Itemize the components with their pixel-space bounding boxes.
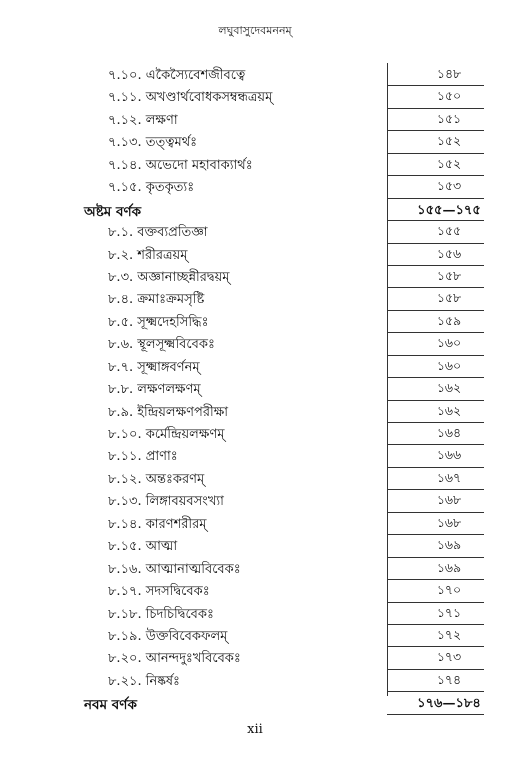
toc-entry bbox=[84, 176, 484, 198]
row-underline bbox=[387, 714, 484, 715]
toc-entry bbox=[84, 244, 484, 266]
entry-page-number: ১৬০ bbox=[436, 335, 462, 351]
entry-page-number: ১৫৬ bbox=[436, 245, 462, 261]
entry-title: ৭.১২. লক্ষণা bbox=[108, 112, 178, 128]
toc-entry bbox=[84, 109, 484, 131]
entry-title: ৮.১৮. চিদচিদ্বিবেকঃ bbox=[108, 606, 214, 622]
entry-title: ৭.১১. অখণ্ডার্থবোধকসম্বন্ধত্রয়ম্ bbox=[108, 90, 273, 106]
entry-title: ৮.১৪. কারণশরীরম্ bbox=[108, 516, 207, 532]
entry-page-number: ১৬২ bbox=[436, 402, 462, 418]
entry-title: ৮.২০. আনন্দদুঃখবিবেকঃ bbox=[108, 651, 241, 667]
toc-entry bbox=[84, 490, 484, 512]
toc-entry bbox=[84, 64, 484, 86]
toc-entry bbox=[84, 535, 484, 557]
entry-title: ৮.১০. কর্মেন্দ্রিয়লক্ষণম্ bbox=[108, 427, 225, 442]
toc-entry bbox=[84, 670, 484, 692]
toc-entry bbox=[84, 266, 484, 288]
entry-title: ৮.১৬. আত্মানাত্মবিবেকঃ bbox=[108, 561, 241, 577]
entry-title: ৭.১৩. তত্ত্বমর্থঃ bbox=[108, 135, 198, 151]
toc-entry bbox=[84, 513, 484, 535]
entry-page-number: ১৬৮ bbox=[436, 514, 462, 530]
toc-entry bbox=[84, 401, 484, 423]
entry-title: ৮.৯. ইন্দ্রিয়লক্ষণপরীক্ষা bbox=[108, 404, 228, 420]
toc-entry bbox=[84, 86, 484, 108]
entry-page-number: ১৭৪ bbox=[436, 671, 462, 687]
entry-page-number: ১৪৮ bbox=[436, 66, 462, 81]
toc-entry bbox=[84, 356, 484, 378]
entry-page-number: ১৬৮ bbox=[436, 492, 462, 508]
entry-page-number: ১৬০ bbox=[436, 357, 462, 373]
entry-page-number: ১৫১ bbox=[436, 110, 462, 126]
toc-entry bbox=[84, 333, 484, 355]
toc-entry bbox=[84, 603, 484, 625]
running-head: লঘুবাসুদেবমননম্ bbox=[218, 24, 292, 37]
entry-title: ৮.১৫. আত্মা bbox=[108, 539, 178, 555]
entry-page-number: ১৬২ bbox=[436, 380, 462, 396]
entry-title: ৮.৫. সূক্ষ্মদেহসিদ্ধিঃ bbox=[108, 314, 209, 330]
toc-entry bbox=[84, 288, 484, 310]
entry-page-number: ১৬৭ bbox=[436, 469, 462, 485]
entry-page-number: ১৬৯ bbox=[436, 559, 462, 575]
entry-page-number: ১৫০ bbox=[436, 88, 462, 104]
toc-entry bbox=[84, 154, 484, 176]
entry-title: ৮.২১. নিষ্কর্ষঃ bbox=[108, 673, 180, 689]
toc-entry bbox=[84, 468, 484, 490]
entry-page-number: ১৭৩ bbox=[436, 649, 462, 665]
toc-section-heading bbox=[84, 199, 484, 221]
entry-page-number: ১৭২ bbox=[436, 626, 462, 642]
entry-title: ৮.৭. সূক্ষ্মাঙ্গবর্ণনম্ bbox=[108, 359, 200, 375]
toc-entry bbox=[84, 647, 484, 669]
entry-title: ৭.১৪. অভেদো মহাবাক্যার্থঃ bbox=[108, 157, 253, 173]
entry-title: ৭.১০. একৈস্যৈবেশজীবত্বে bbox=[108, 68, 246, 83]
entry-page-number: ১৫৮ bbox=[436, 290, 462, 306]
toc-entry bbox=[84, 311, 484, 333]
toc-entry bbox=[84, 625, 484, 647]
entry-page-number: ১৫২ bbox=[436, 155, 462, 171]
entry-page-number: ১৫২ bbox=[436, 133, 462, 149]
page-folio: xii bbox=[247, 722, 263, 737]
entry-title: ৮.৮. লক্ষণলক্ষণম্ bbox=[108, 382, 201, 398]
toc-entry bbox=[84, 131, 484, 153]
entry-title: ৮.১৩. লিঙ্গাবয়বসংখ্যা bbox=[108, 494, 224, 510]
entry-page-number: ১৬৯ bbox=[436, 537, 462, 553]
toc-entry bbox=[84, 423, 484, 445]
toc-entry bbox=[84, 445, 484, 467]
section-page-range: ১৫৫—১৭৫ bbox=[417, 202, 481, 218]
section-page-range: ১৭৬—১৮৪ bbox=[417, 696, 481, 712]
entry-title: ৮.৩. অজ্ঞানাচ্ছন্নীরদ্বয়ম্ bbox=[108, 269, 230, 285]
section-title: অষ্টম বর্ণক bbox=[84, 203, 142, 220]
entry-page-number: ১৫৫ bbox=[436, 223, 462, 239]
entry-title: ৮.১. বক্তব্যপ্রতিজ্ঞা bbox=[108, 225, 208, 241]
toc-section-heading bbox=[84, 692, 484, 714]
entry-title: ৮.১৯. উক্তবিবেকফলম্ bbox=[108, 628, 228, 644]
entry-page-number: ১৫৩ bbox=[436, 178, 462, 194]
entry-page-number: ১৬৬ bbox=[436, 447, 462, 463]
table-of-contents bbox=[84, 64, 484, 715]
toc-entry bbox=[84, 580, 484, 602]
entry-page-number: ১৬৪ bbox=[436, 425, 462, 440]
entry-title: ৭.১৫. কৃতকৃত্যঃ bbox=[108, 180, 195, 196]
entry-page-number: ১৭১ bbox=[436, 604, 462, 620]
entry-title: ৮.১২. অন্তঃকরণম্ bbox=[108, 471, 205, 487]
entry-title: ৮.৬. স্থূলসূক্ষ্মবিবেকঃ bbox=[108, 337, 215, 353]
entry-title: ৮.১৭. সদসদ্বিবেকঃ bbox=[108, 584, 210, 600]
entry-page-number: ১৭০ bbox=[436, 582, 462, 598]
entry-title: ৮.১১. প্রাণাঃ bbox=[108, 449, 178, 465]
entry-title: ৮.৪. ক্রমাঃক্রমসৃষ্টি bbox=[108, 292, 205, 308]
toc-entry bbox=[84, 558, 484, 580]
entry-title: ৮.২. শরীরত্রয়ম্ bbox=[108, 247, 188, 263]
entry-page-number: ১৫৮ bbox=[436, 267, 462, 283]
toc-entry bbox=[84, 378, 484, 400]
toc-entry bbox=[84, 221, 484, 243]
section-title: নবম বর্ণক bbox=[84, 697, 137, 714]
entry-page-number: ১৫৯ bbox=[436, 312, 462, 328]
